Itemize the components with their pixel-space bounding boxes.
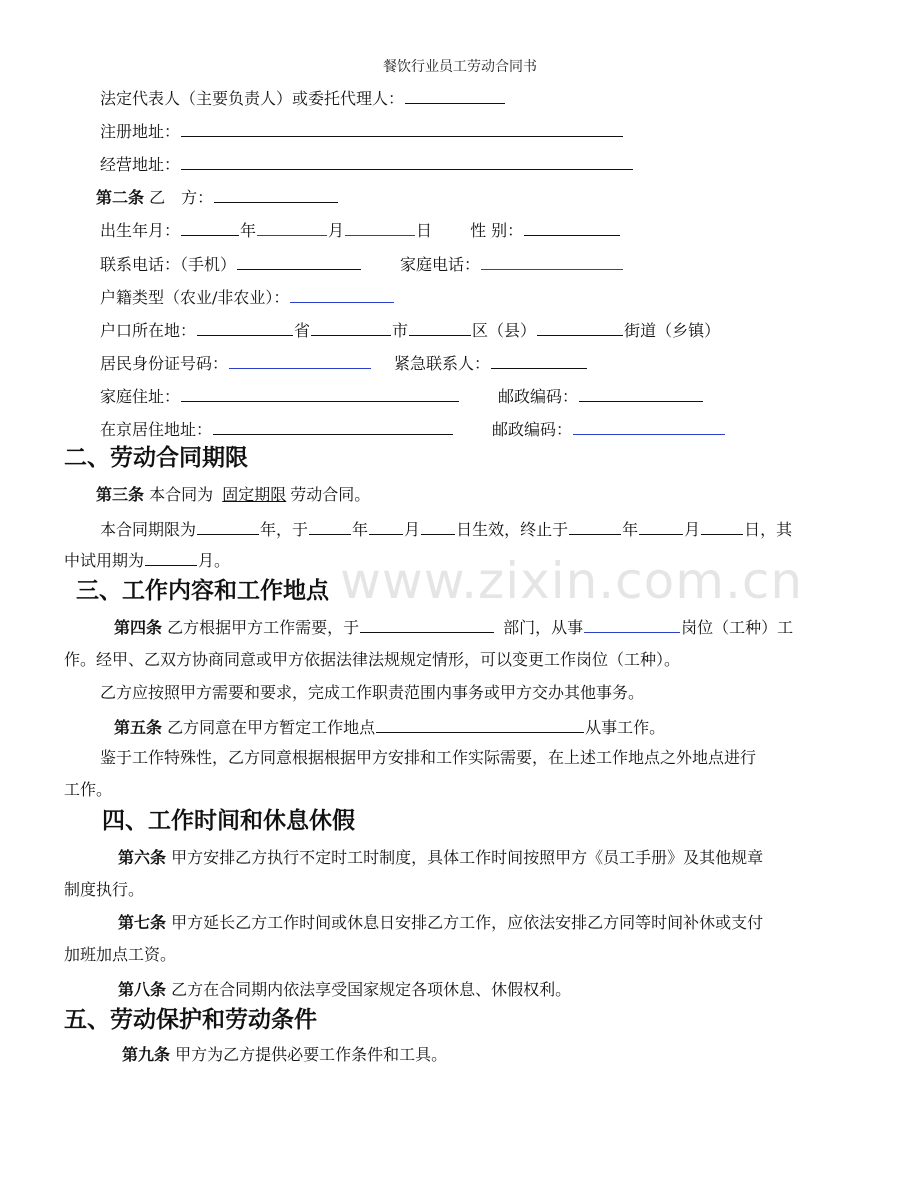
start-day-field[interactable] bbox=[421, 517, 455, 535]
beijing-address-line bbox=[100, 417, 726, 441]
legal-rep-label: 法定代表人（主要负责人）或委托代理人： bbox=[100, 89, 405, 108]
end-day-field[interactable] bbox=[701, 517, 743, 535]
emergency-field[interactable] bbox=[491, 351, 587, 369]
article-9-line bbox=[122, 1044, 447, 1066]
article-4-line bbox=[114, 615, 793, 639]
month-unit: 月 bbox=[328, 221, 345, 240]
birth-year-field[interactable] bbox=[181, 218, 239, 236]
district-field[interactable] bbox=[409, 318, 471, 336]
reg-address-line bbox=[100, 119, 624, 143]
term-years-field[interactable] bbox=[197, 517, 259, 535]
duty-paragraph: 乙方应按照甲方需要和要求，完成工作职责范围内事务或甲方交办其他事务。 bbox=[100, 683, 645, 702]
legal-rep-line bbox=[100, 86, 506, 110]
beijing-address-label: 在京居住地址： bbox=[100, 420, 213, 439]
biz-address-label: 经营地址： bbox=[100, 155, 181, 174]
legal-rep-field[interactable] bbox=[405, 86, 505, 104]
trial-line bbox=[64, 548, 230, 572]
special-work-line-1: 鉴于工作特殊性，乙方同意根据根据甲方安排和工作实际需要，在上述工作地点之外地点进行 bbox=[100, 748, 757, 767]
article-6-line-2: 制度执行。 bbox=[64, 880, 145, 899]
district-unit: 区（县） bbox=[472, 321, 537, 340]
hukou-type-line bbox=[100, 285, 395, 309]
article-7-label: 第七条 bbox=[118, 913, 167, 932]
section-4-title: 四、工作时间和休息休假 bbox=[102, 808, 355, 834]
start-year-unit: 年 bbox=[352, 520, 369, 539]
home-address-label: 家庭住址： bbox=[100, 387, 181, 406]
id-line bbox=[100, 351, 588, 375]
position-field[interactable] bbox=[584, 615, 680, 633]
birth-day-field[interactable] bbox=[345, 218, 415, 236]
birth-month-field[interactable] bbox=[257, 218, 327, 236]
postcode-label: 邮政编码： bbox=[498, 387, 579, 406]
article-5-line bbox=[114, 715, 665, 739]
day-unit: 日 bbox=[416, 221, 433, 240]
article-8-label: 第八条 bbox=[118, 980, 167, 999]
biz-address-line bbox=[100, 152, 634, 176]
article-2-label: 第二条 bbox=[96, 188, 145, 207]
article-6-line bbox=[118, 847, 763, 869]
start-month-field[interactable] bbox=[369, 517, 403, 535]
year-unit: 年 bbox=[240, 221, 257, 240]
section-5-title: 五、劳动保护和劳动条件 bbox=[64, 1007, 317, 1033]
province-unit: 省 bbox=[294, 321, 311, 340]
birth-line bbox=[100, 218, 621, 242]
reg-address-field[interactable] bbox=[181, 119, 623, 137]
hukou-type-label: 户籍类型（农业/非农业）： bbox=[100, 288, 290, 307]
article-2-line bbox=[96, 185, 339, 209]
province-field[interactable] bbox=[197, 318, 293, 336]
term-line bbox=[100, 517, 792, 541]
party-b-field[interactable] bbox=[214, 185, 338, 203]
article-4-dept: 部门，从事 bbox=[503, 618, 584, 637]
watermark: www.zixin.com.cn bbox=[340, 552, 804, 610]
home-phone-field[interactable] bbox=[481, 252, 623, 270]
postcode-field-2[interactable] bbox=[573, 417, 725, 435]
term-pre: 本合同期限为 bbox=[100, 520, 197, 539]
biz-address-field[interactable] bbox=[181, 152, 633, 170]
start-year-field[interactable] bbox=[309, 517, 351, 535]
trial-post: 月。 bbox=[198, 551, 231, 570]
article-5-label: 第五条 bbox=[114, 718, 163, 737]
article-3-pre: 本合同为 bbox=[149, 485, 214, 504]
document-title: 餐饮行业员工劳动合同书 bbox=[383, 59, 537, 75]
postcode-label-2: 邮政编码： bbox=[492, 420, 573, 439]
street-unit: 街道（乡镇） bbox=[624, 321, 721, 340]
article-3-post: 劳动合同。 bbox=[290, 485, 371, 504]
id-label: 居民身份证号码： bbox=[100, 354, 229, 373]
mobile-label: 联系电话：（手机） bbox=[100, 255, 237, 274]
hukou-location-line bbox=[100, 318, 720, 342]
article-4-line-2: 作。经甲、乙双方协商同意或甲方依据法律法规规定情形，可以变更工作岗位（工种）。 bbox=[64, 650, 681, 669]
street-field[interactable] bbox=[537, 318, 623, 336]
article-7-text: 甲方延长乙方工作时间或休息日安排乙方工作，应依法安排乙方同等时间补休或支付 bbox=[171, 913, 764, 932]
end-year-field[interactable] bbox=[569, 517, 621, 535]
article-9-label: 第九条 bbox=[122, 1045, 171, 1064]
trial-pre: 中试用期为 bbox=[64, 551, 145, 570]
hukou-location-label: 户口所在地： bbox=[100, 321, 197, 340]
work-location-field[interactable] bbox=[376, 715, 584, 733]
city-unit: 市 bbox=[392, 321, 409, 340]
mobile-field[interactable] bbox=[237, 252, 361, 270]
end-month-field[interactable] bbox=[639, 517, 683, 535]
effective-text: 日生效，终止于 bbox=[456, 520, 569, 539]
gender-field[interactable] bbox=[524, 218, 620, 236]
city-field[interactable] bbox=[311, 318, 391, 336]
phone-line bbox=[100, 252, 624, 276]
contract-term-type: 固定期限 bbox=[222, 485, 287, 504]
term-year-text: 年，于 bbox=[260, 520, 309, 539]
end-text: 日，其 bbox=[744, 520, 793, 539]
end-year-unit: 年 bbox=[622, 520, 639, 539]
department-field[interactable] bbox=[360, 615, 494, 633]
article-5-post: 从事工作。 bbox=[585, 718, 666, 737]
party-b-label: 乙 方： bbox=[149, 188, 214, 207]
home-address-field[interactable] bbox=[181, 384, 459, 402]
emergency-label: 紧急联系人： bbox=[394, 354, 491, 373]
article-8-line bbox=[118, 979, 571, 1001]
home-phone-label: 家庭电话： bbox=[400, 255, 481, 274]
trial-months-field[interactable] bbox=[145, 548, 197, 566]
postcode-field[interactable] bbox=[579, 384, 703, 402]
reg-address-label: 注册地址： bbox=[100, 122, 181, 141]
end-month-unit: 月 bbox=[684, 520, 701, 539]
start-month-unit: 月 bbox=[404, 520, 421, 539]
article-3-label: 第三条 bbox=[96, 485, 145, 504]
article-7-line bbox=[118, 912, 763, 934]
section-2-title: 二、劳动合同期限 bbox=[64, 445, 248, 471]
id-field[interactable] bbox=[229, 351, 371, 369]
gender-label: 性 别： bbox=[470, 221, 524, 240]
home-address-line bbox=[100, 384, 704, 408]
article-6-label: 第六条 bbox=[118, 848, 167, 867]
article-7-line-2: 加班加点工资。 bbox=[64, 945, 177, 964]
article-9-text: 甲方为乙方提供必要工作条件和工具。 bbox=[175, 1045, 448, 1064]
article-3-line bbox=[96, 484, 370, 506]
article-4-post: 岗位（工种）工 bbox=[681, 618, 794, 637]
hukou-type-field[interactable] bbox=[290, 285, 394, 303]
article-8-text: 乙方在合同期内依法享受国家规定各项休息、休假权利。 bbox=[171, 980, 572, 999]
article-4-pre: 乙方根据甲方工作需要，于 bbox=[167, 618, 360, 637]
article-5-pre: 乙方同意在甲方暂定工作地点 bbox=[167, 718, 376, 737]
beijing-address-field[interactable] bbox=[213, 417, 453, 435]
section-3-title: 三、工作内容和工作地点 bbox=[76, 578, 329, 604]
birth-label: 出生年月： bbox=[100, 221, 181, 240]
article-6-text: 甲方安排乙方执行不定时工时制度，具体工作时间按照甲方《员工手册》及其他规章 bbox=[171, 848, 764, 867]
article-4-label: 第四条 bbox=[114, 618, 163, 637]
special-work-line-2: 工作。 bbox=[64, 780, 113, 799]
